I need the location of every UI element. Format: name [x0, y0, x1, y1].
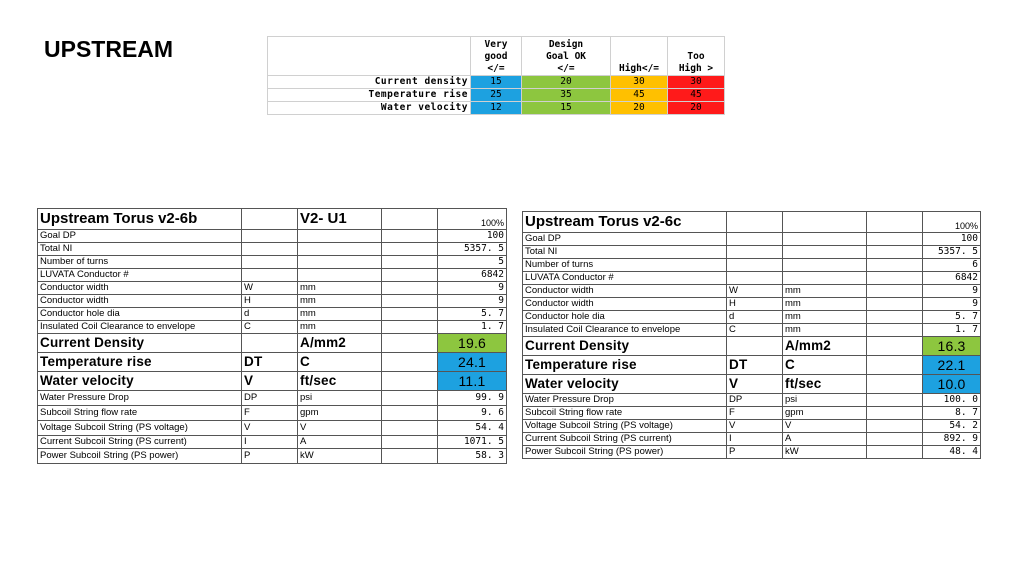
result-blank [867, 407, 923, 420]
result-value: 54. 2 [923, 420, 981, 433]
table-row [38, 449, 507, 464]
highlight-label: Water velocity [38, 372, 242, 391]
param-label: Goal DP [523, 233, 727, 246]
param-value: 9 [438, 282, 507, 295]
param-unit: mm [783, 324, 867, 337]
param-symbol [242, 269, 298, 282]
param-symbol: C [242, 321, 298, 334]
legend-cell-high: 20 [611, 102, 668, 115]
legend-cell-very-good: 12 [471, 102, 522, 115]
result-unit: A [298, 436, 382, 449]
param-value: 100 [923, 233, 981, 246]
param-unit [783, 259, 867, 272]
highlight-symbol: DT [242, 353, 298, 372]
table-title-blank [242, 209, 298, 230]
highlight-unit: A/mm2 [298, 334, 382, 353]
param-unit: mm [783, 311, 867, 324]
upstream-torus-v2-6c-table [522, 211, 981, 459]
highlight-label: Current Density [38, 334, 242, 353]
highlight-row-water-velocity [38, 372, 507, 391]
param-label: Number of turns [523, 259, 727, 272]
legend-row-temperature-rise [268, 89, 725, 102]
param-blank [382, 282, 438, 295]
table-row [38, 269, 507, 282]
result-symbol: V [727, 420, 783, 433]
param-label: Number of turns [38, 256, 242, 269]
param-unit: mm [298, 295, 382, 308]
param-label: Total NI [523, 246, 727, 259]
table-row [38, 391, 507, 406]
highlight-label: Current Density [523, 337, 727, 356]
result-symbol: DP [727, 394, 783, 407]
table-row [523, 394, 981, 407]
result-label: Water Pressure Drop [38, 391, 242, 406]
param-unit: mm [298, 308, 382, 321]
result-label: Water Pressure Drop [523, 394, 727, 407]
param-symbol [727, 272, 783, 285]
highlight-row-temperature-rise [523, 356, 981, 375]
param-blank [382, 269, 438, 282]
param-symbol [242, 256, 298, 269]
table-row [523, 285, 981, 298]
result-symbol: V [242, 421, 298, 436]
param-label: LUVATA Conductor # [38, 269, 242, 282]
highlight-symbol: V [242, 372, 298, 391]
highlight-symbol: DT [727, 356, 783, 375]
result-unit: kW [783, 446, 867, 459]
param-value: 5 [438, 256, 507, 269]
param-blank [867, 285, 923, 298]
param-unit [298, 269, 382, 282]
result-label: Power Subcoil String (PS power) [38, 449, 242, 464]
param-blank [382, 256, 438, 269]
result-unit: V [298, 421, 382, 436]
result-label: Subcoil String flow rate [523, 407, 727, 420]
param-unit [298, 256, 382, 269]
table-version: V2- U1 [298, 209, 382, 230]
result-label: Current Subcoil String (PS current) [38, 436, 242, 449]
result-value: 58. 3 [438, 449, 507, 464]
highlight-label: Water velocity [523, 375, 727, 394]
result-symbol: I [242, 436, 298, 449]
result-value: 48. 4 [923, 446, 981, 459]
param-label: Insulated Coil Clearance to envelope [523, 324, 727, 337]
legend-cell-design-goal: 20 [522, 76, 611, 89]
result-label: Voltage Subcoil String (PS voltage) [38, 421, 242, 436]
param-unit: mm [783, 298, 867, 311]
highlight-label: Temperature rise [38, 353, 242, 372]
param-blank [382, 243, 438, 256]
param-value: 5357. 5 [923, 246, 981, 259]
legend-header-high: High</= [611, 37, 668, 76]
param-symbol [727, 259, 783, 272]
param-unit: mm [298, 282, 382, 295]
param-unit: mm [783, 285, 867, 298]
table-title-blank [867, 212, 923, 233]
slide-title: UPSTREAM [44, 36, 174, 62]
legend-header-design-goal: Design Goal OK </= [522, 37, 611, 76]
param-unit [298, 243, 382, 256]
result-symbol: P [242, 449, 298, 464]
param-unit [783, 272, 867, 285]
param-value: 5. 7 [923, 311, 981, 324]
highlight-row-temperature-rise [38, 353, 507, 372]
legend-cell-too-high: 30 [668, 76, 725, 89]
highlight-row-current-density [523, 337, 981, 356]
param-label: Goal DP [38, 230, 242, 243]
param-value: 6 [923, 259, 981, 272]
table-row [523, 433, 981, 446]
param-value: 5. 7 [438, 308, 507, 321]
result-unit: gpm [298, 406, 382, 421]
highlight-symbol [727, 337, 783, 356]
result-value: 99. 9 [438, 391, 507, 406]
table-title-blank [382, 209, 438, 230]
table-percent: 100% [438, 209, 507, 230]
result-value: 54. 4 [438, 421, 507, 436]
param-label: LUVATA Conductor # [523, 272, 727, 285]
highlight-unit: ft/sec [783, 375, 867, 394]
table-row [523, 272, 981, 285]
result-unit: V [783, 420, 867, 433]
param-blank [382, 295, 438, 308]
param-label: Conductor width [523, 285, 727, 298]
result-value: 892. 9 [923, 433, 981, 446]
highlight-unit: ft/sec [298, 372, 382, 391]
result-unit: kW [298, 449, 382, 464]
result-symbol: I [727, 433, 783, 446]
param-symbol: W [242, 282, 298, 295]
highlight-value: 11.1 [438, 372, 507, 391]
result-label: Power Subcoil String (PS power) [523, 446, 727, 459]
legend-cell-high: 30 [611, 76, 668, 89]
table-row [38, 295, 507, 308]
param-value: 6842 [923, 272, 981, 285]
result-blank [382, 391, 438, 406]
legend-cell-very-good: 15 [471, 76, 522, 89]
highlight-row-current-density [38, 334, 507, 353]
table-title: Upstream Torus v2-6b [38, 209, 242, 230]
upstream-torus-v2-6b-table [37, 208, 507, 464]
result-symbol: F [242, 406, 298, 421]
legend-row-label: Temperature rise [268, 89, 471, 102]
legend-cell-design-goal: 35 [522, 89, 611, 102]
param-value: 9 [923, 285, 981, 298]
result-unit: A [783, 433, 867, 446]
param-symbol: C [727, 324, 783, 337]
highlight-value: 22.1 [923, 356, 981, 375]
table-row [523, 407, 981, 420]
result-blank [382, 449, 438, 464]
table-version [783, 212, 867, 233]
param-value: 1. 7 [438, 321, 507, 334]
param-label: Conductor hole dia [38, 308, 242, 321]
result-unit: psi [783, 394, 867, 407]
param-symbol: W [727, 285, 783, 298]
legend-cell-too-high: 45 [668, 89, 725, 102]
param-blank [867, 246, 923, 259]
param-symbol: H [242, 295, 298, 308]
result-unit: psi [298, 391, 382, 406]
legend-header-too-high: Too High > [668, 37, 725, 76]
table-row [523, 298, 981, 311]
param-value: 1. 7 [923, 324, 981, 337]
result-unit: gpm [783, 407, 867, 420]
table-title-blank [727, 212, 783, 233]
param-label: Conductor width [38, 282, 242, 295]
highlight-unit: A/mm2 [783, 337, 867, 356]
highlight-value: 10.0 [923, 375, 981, 394]
table-row [38, 421, 507, 436]
result-value: 8. 7 [923, 407, 981, 420]
param-blank [867, 272, 923, 285]
result-label: Current Subcoil String (PS current) [523, 433, 727, 446]
legend-cell-design-goal: 15 [522, 102, 611, 115]
result-blank [382, 436, 438, 449]
table-row [38, 256, 507, 269]
table-row [523, 233, 981, 246]
param-unit: mm [298, 321, 382, 334]
result-blank [867, 433, 923, 446]
legend-row-label: Water velocity [268, 102, 471, 115]
table-title: Upstream Torus v2-6c [523, 212, 727, 233]
result-value: 1071. 5 [438, 436, 507, 449]
param-label: Conductor width [38, 295, 242, 308]
param-symbol: d [727, 311, 783, 324]
param-symbol: d [242, 308, 298, 321]
param-label: Conductor width [523, 298, 727, 311]
result-blank [382, 421, 438, 436]
highlight-value: 24.1 [438, 353, 507, 372]
table-row [523, 420, 981, 433]
result-symbol: P [727, 446, 783, 459]
result-value: 9. 6 [438, 406, 507, 421]
highlight-blank [382, 334, 438, 353]
legend-cell-too-high: 20 [668, 102, 725, 115]
result-blank [867, 446, 923, 459]
result-blank [867, 394, 923, 407]
param-blank [382, 230, 438, 243]
param-symbol [242, 230, 298, 243]
param-label: Insulated Coil Clearance to envelope [38, 321, 242, 334]
table-row [38, 321, 507, 334]
table-row [38, 282, 507, 295]
result-symbol: DP [242, 391, 298, 406]
param-value: 5357. 5 [438, 243, 507, 256]
legend-corner-cell [268, 37, 471, 76]
highlight-label: Temperature rise [523, 356, 727, 375]
table-row [38, 406, 507, 421]
legend-row-current-density [268, 76, 725, 89]
result-label: Subcoil String flow rate [38, 406, 242, 421]
param-symbol: H [727, 298, 783, 311]
highlight-symbol [242, 334, 298, 353]
param-value: 9 [438, 295, 507, 308]
highlight-unit: C [783, 356, 867, 375]
param-value: 6842 [438, 269, 507, 282]
param-value: 9 [923, 298, 981, 311]
highlight-blank [867, 375, 923, 394]
param-symbol [242, 243, 298, 256]
result-label: Voltage Subcoil String (PS voltage) [523, 420, 727, 433]
highlight-blank [382, 372, 438, 391]
param-label: Total NI [38, 243, 242, 256]
threshold-legend-table [267, 36, 725, 115]
table-row [38, 243, 507, 256]
result-symbol: F [727, 407, 783, 420]
param-blank [867, 233, 923, 246]
table-row [523, 246, 981, 259]
highlight-blank [382, 353, 438, 372]
highlight-blank [867, 337, 923, 356]
table-percent: 100% [923, 212, 981, 233]
param-blank [382, 321, 438, 334]
param-blank [867, 259, 923, 272]
param-blank [382, 308, 438, 321]
param-symbol [727, 233, 783, 246]
table-row [523, 259, 981, 272]
table-row [38, 436, 507, 449]
highlight-row-water-velocity [523, 375, 981, 394]
table-row [523, 446, 981, 459]
param-blank [867, 324, 923, 337]
param-blank [867, 311, 923, 324]
table-row [523, 324, 981, 337]
param-unit [783, 233, 867, 246]
highlight-symbol: V [727, 375, 783, 394]
param-value: 100 [438, 230, 507, 243]
table-row [38, 230, 507, 243]
result-value: 100. 0 [923, 394, 981, 407]
highlight-value: 19.6 [438, 334, 507, 353]
table-row [38, 308, 507, 321]
legend-header-very-good: Very good </= [471, 37, 522, 76]
legend-row-water-velocity [268, 102, 725, 115]
highlight-blank [867, 356, 923, 375]
legend-cell-high: 45 [611, 89, 668, 102]
result-blank [867, 420, 923, 433]
param-label: Conductor hole dia [523, 311, 727, 324]
legend-row-label: Current density [268, 76, 471, 89]
highlight-value: 16.3 [923, 337, 981, 356]
table-row [523, 311, 981, 324]
result-blank [382, 406, 438, 421]
legend-cell-very-good: 25 [471, 89, 522, 102]
param-blank [867, 298, 923, 311]
param-unit [298, 230, 382, 243]
param-unit [783, 246, 867, 259]
param-symbol [727, 246, 783, 259]
highlight-unit: C [298, 353, 382, 372]
